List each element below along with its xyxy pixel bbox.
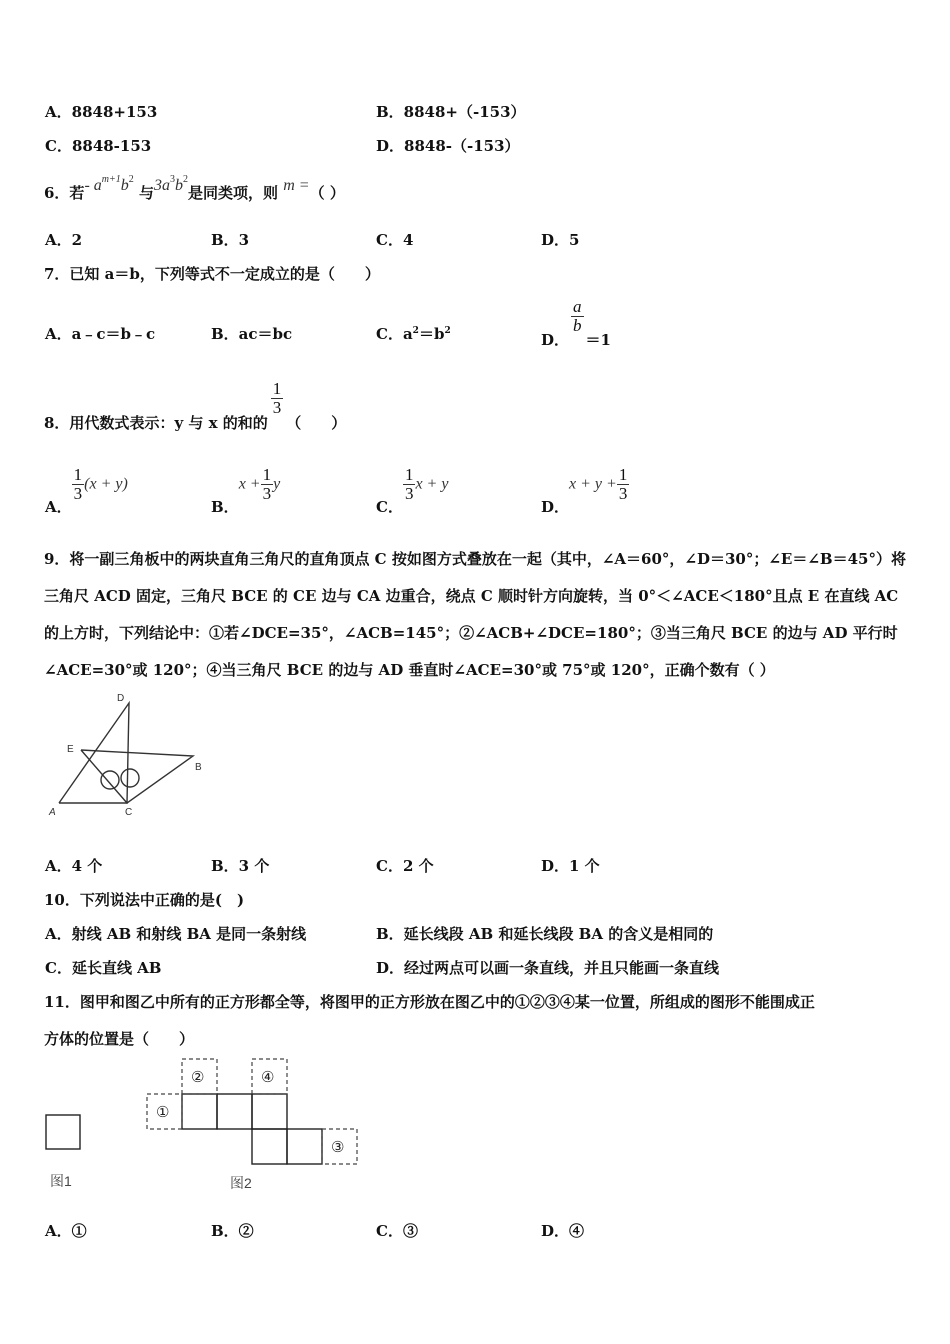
label-a: A bbox=[49, 807, 56, 818]
angle-arc-left bbox=[101, 771, 119, 789]
fig2-caption: 图2 bbox=[230, 1175, 252, 1191]
fig1-caption: 图1 bbox=[50, 1173, 72, 1189]
label-c: C bbox=[125, 807, 133, 818]
q10-option-a: A．射线 AB 和射线 BA 是同一条射线 bbox=[45, 925, 307, 943]
q11-stem-line2: 方体的位置是（ ） bbox=[44, 1030, 195, 1048]
q9-triangle-figure bbox=[45, 688, 215, 823]
slot-1-label: ① bbox=[156, 1104, 170, 1121]
q8-option-a: A． $\frac{1}{3}$ (x + y) bbox=[45, 465, 128, 517]
q7-option-a: A．a﹣c＝b﹣c bbox=[45, 325, 156, 343]
q5-option-b: B．8848+（-153） bbox=[376, 103, 526, 121]
fig2-net bbox=[182, 1094, 322, 1164]
slot-3-label: ③ bbox=[331, 1139, 345, 1156]
q6-option-b: B．3 bbox=[211, 231, 250, 249]
q5-option-d: D．8848-（-153） bbox=[376, 137, 520, 155]
label-e: E bbox=[67, 744, 74, 755]
q8-option-d: D．x + y + $\frac{1}{3}$ bbox=[541, 465, 628, 517]
q11-net-figure bbox=[40, 1055, 370, 1200]
q10-option-b: B．延长线段 AB 和延长线段 BA 的含义是相同的 bbox=[376, 925, 714, 943]
q9-stem: 9．将一副三角板中的两块直角三角尺的直角顶点 C 按如图方式叠放在一起（其中，∠A＝60°，∠D＝30°；∠E＝∠B＝45°）将三角尺 ACD 固定，三角尺 BCE 的 CE 边与 CA 边重合，绕点 C 顺时针方向旋转，当 0°＜∠ACE＜180°且点 E 在直线 AC 的上方时，下列结论中：①若∠DCE=35°，∠ACB=145°；②∠ACB+∠DCE=180°；③当三角尺 BCE 的边与 AD 平行时∠ACE=30°或 120°；④当三角尺 BCE 的边与 AD 垂直时∠ACE=30°或 75°或 120°，正确个数有（ ） bbox=[44, 550, 906, 679]
q10-stem: 10．下列说法中正确的是( ) bbox=[44, 891, 245, 909]
q7-stem: 7．已知 a＝b，下列等式不一定成立的是（ ） bbox=[44, 265, 380, 283]
q5-option-a: A．8848+153 bbox=[45, 103, 158, 121]
q9-option-c: C．2 个 bbox=[376, 857, 434, 875]
q6-option-a: A．2 bbox=[45, 231, 83, 249]
q5-option-c: C．8848-153 bbox=[45, 137, 152, 155]
q11-option-a: A．① bbox=[45, 1222, 87, 1240]
triangle-bce bbox=[81, 750, 193, 803]
q9-option-d: D．1 个 bbox=[541, 857, 600, 875]
q7-option-d: D． $\frac{a}{b}$ ＝1 bbox=[541, 297, 611, 350]
q7-option-b: B．ac＝bc bbox=[211, 325, 293, 343]
q8-option-b: B．x + $\frac{1}{3}$ y bbox=[211, 465, 281, 517]
q9-option-a: A．4 个 bbox=[45, 857, 103, 875]
q6-option-d: D．5 bbox=[541, 231, 580, 249]
q11-stem-line1: 11．图甲和图乙中所有的正方形都全等，将图甲的正方形放在图乙中的①②③④某一位置，所组成的图形不能围成正 bbox=[44, 993, 815, 1011]
q10-option-c: C．延长直线 AB bbox=[45, 959, 162, 977]
fig1-square bbox=[46, 1115, 80, 1149]
label-d: D bbox=[117, 693, 125, 704]
q8-stem: 8．用代数式表示：y 与 x 的和的 $\frac{1}{3}$ （ ） bbox=[44, 379, 347, 433]
q11-option-c: C．③ bbox=[376, 1222, 418, 1240]
q6-stem: 6．若- $a^{m+1}b^2$ 与$3a^3b^2$是同类项，则 m =（ ） bbox=[44, 174, 345, 202]
angle-arc-right bbox=[121, 769, 139, 787]
q11-option-d: D．④ bbox=[541, 1222, 585, 1240]
q7-option-c: C．$a^2=b^2$ bbox=[376, 325, 451, 343]
slot-2-label: ② bbox=[191, 1069, 205, 1086]
q6-option-c: C．4 bbox=[376, 231, 414, 249]
q11-option-b: B．② bbox=[211, 1222, 254, 1240]
q10-option-d: D．经过两点可以画一条直线，并且只能画一条直线 bbox=[376, 959, 720, 977]
label-b: B bbox=[195, 762, 202, 773]
q9-option-b: B．3 个 bbox=[211, 857, 270, 875]
q8-option-c: C． $\frac{1}{3}$ x + y bbox=[376, 465, 449, 517]
slot-4-label: ④ bbox=[261, 1069, 275, 1086]
